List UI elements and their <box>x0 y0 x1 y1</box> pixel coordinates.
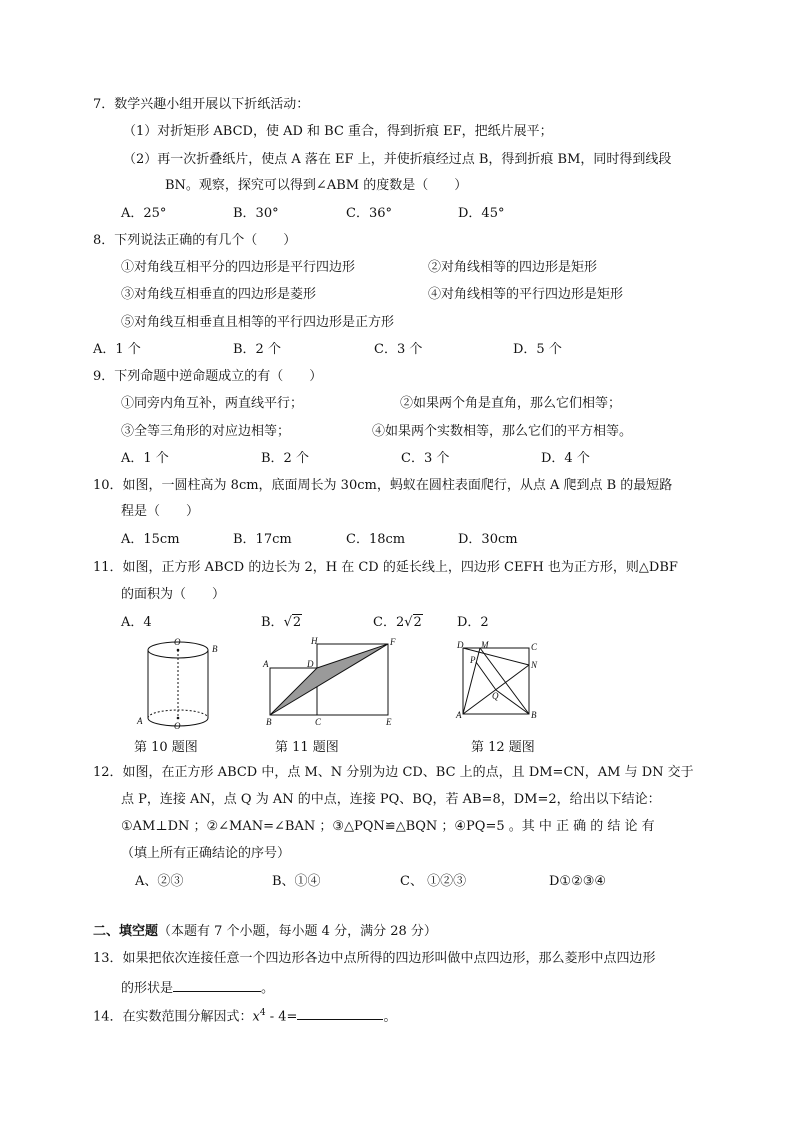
q8-option-b: B．2 个 <box>233 342 281 357</box>
label-b: B <box>212 644 218 654</box>
label-q: Q <box>492 691 499 701</box>
q9-statement-4: ④如果两个实数相等，那么它们的平方相等。 <box>372 424 633 439</box>
q9-option-b: B．2 个 <box>261 451 309 466</box>
q7-option-d: D．45° <box>458 206 505 221</box>
q14-prefix: 14．在实数范围分解因式： <box>93 1009 253 1025</box>
q10-option-d: D．30cm <box>458 532 518 547</box>
q10-line2: 程是（ ） <box>121 504 200 519</box>
q11-option-c-radicand: 2 <box>413 615 422 630</box>
segment-bm <box>480 648 529 714</box>
q9-statement-1: ①同旁内角互补，两直线平行； <box>121 396 304 411</box>
label-e: E <box>386 717 392 727</box>
label-o-bottom: O <box>174 721 181 731</box>
q12-option-d: D①②③④ <box>549 874 607 889</box>
section-2-header <box>93 923 437 941</box>
q7-step1: （1）对折矩形 ABCD，使 AD 和 BC 重合，得到折痕 EF，把纸片展平； <box>123 124 553 139</box>
point-bottom-center <box>177 717 180 720</box>
label-c: C <box>531 642 538 652</box>
q12-line1: 12．如图，在正方形 ABCD 中，点 M、N 分别为边 CD、BC 上的点，且 DM=CN，AM 与 DN 交于 <box>93 765 694 780</box>
q14-suffix: 。 <box>383 1009 397 1025</box>
section-2-title: 二、填空题 <box>93 924 159 939</box>
label-d: D <box>457 640 464 650</box>
q11-option-c-prefix: C． <box>373 615 396 630</box>
label-a: A <box>263 659 269 669</box>
q7-step2-line2: BN。观察，探究可以得到∠ABM 的度数是（ ） <box>165 178 468 193</box>
label-h: H <box>311 636 318 646</box>
label-c: C <box>315 717 322 727</box>
q11-option-c <box>373 614 423 632</box>
shaded-triangle-dbf <box>270 644 388 715</box>
q14-line <box>93 1004 396 1026</box>
label-b: B <box>531 710 537 720</box>
q14-variable: x <box>252 1009 260 1025</box>
figure-11-caption: 第 11 题图 <box>275 740 339 755</box>
q8-stem: 8．下列说法正确的有几个（ ） <box>93 233 297 248</box>
q10-option-b: B．17cm <box>233 532 292 547</box>
figure-11-squares <box>262 636 404 728</box>
figure-12-square <box>455 640 545 724</box>
q8-statement-5: ⑤对角线互相垂直且相等的平行四边形是正方形 <box>121 315 395 330</box>
q12-line3: ①AM⊥DN ；②∠MAN=∠BAN ；③△PQN≌△BQN ；④PQ=5 。其 中 正 确 的 结 论 有 <box>121 819 655 834</box>
q8-statement-3: ③对角线互相垂直的四边形是菱形 <box>121 287 317 302</box>
label-f: F <box>390 637 396 647</box>
q10-option-c: C．18cm <box>346 532 406 547</box>
q13-line2-suffix: 。 <box>261 981 275 996</box>
q9-statement-2: ②如果两个角是直角，那么它们相等； <box>400 396 622 411</box>
q12-option-c: C、 ①②③ <box>400 874 467 889</box>
label-n: N <box>531 660 538 670</box>
q13-answer-blank[interactable] <box>173 977 261 992</box>
q8-statement-1: ①对角线互相平分的四边形是平行四边形 <box>121 260 356 275</box>
q8-option-c: C．3 个 <box>374 342 423 357</box>
sqrt-symbol: √2 <box>404 615 422 630</box>
segment-bq <box>496 690 529 714</box>
q11-option-b-radicand: 2 <box>292 615 302 630</box>
q11-option-a: A．4 <box>121 615 152 630</box>
label-a: A <box>137 716 143 726</box>
figure-10-cylinder <box>132 636 228 732</box>
label-b: B <box>266 717 272 727</box>
q12-option-b: B、①④ <box>272 874 321 889</box>
q11-line1: 11．如图，正方形 ABCD 的边长为 2，H 在 CD 的延长线上，四边形 CEFH 也为正方形，则△DBF <box>93 560 678 575</box>
point-top-center <box>177 649 180 652</box>
q14-answer-blank[interactable] <box>297 1005 383 1020</box>
q13-line2 <box>121 977 274 998</box>
q8-option-a: A．1 个 <box>93 342 141 357</box>
q9-option-d: D．4 个 <box>541 451 590 466</box>
q11-option-d: D．2 <box>457 615 489 630</box>
q11-option-b-prefix: B． <box>261 615 284 630</box>
section-2-note: （本题有 7 个小题，每小题 4 分，满分 28 分） <box>158 924 437 939</box>
q7-option-a: A．25° <box>121 206 167 221</box>
q8-statement-2: ②对角线相等的四边形是矩形 <box>428 260 598 275</box>
q14-exponent: 4 <box>259 1008 266 1018</box>
q11-line2: 的面积为（ ） <box>121 587 226 602</box>
q10-option-a: A．15cm <box>121 532 180 547</box>
label-o-top: O <box>174 637 181 647</box>
figure-12-caption: 第 12 题图 <box>471 740 535 755</box>
q14-expr-rest: - 4= <box>265 1009 298 1025</box>
q13-line2-prefix: 的形状是 <box>121 981 174 996</box>
label-d: D <box>307 659 314 669</box>
label-p: P <box>470 655 476 665</box>
q8-option-d: D．5 个 <box>513 342 562 357</box>
q9-statement-3: ③全等三角形的对应边相等； <box>121 424 291 439</box>
sqrt-symbol: √2 <box>283 615 302 630</box>
q12-option-a: A、②③ <box>135 874 184 889</box>
figure-10-caption: 第 10 题图 <box>134 740 198 755</box>
q7-option-c: C．36° <box>346 206 392 221</box>
q11-option-c-coef: 2 <box>395 615 405 630</box>
label-a: A <box>456 710 462 720</box>
q13-line1: 13．如果把依次连接任意一个四边形各边中点所得的四边形叫做中点四边形，那么菱形中点四边形 <box>93 951 656 966</box>
q10-line1: 10．如图，一圆柱高为 8cm，底面周长为 30cm，蚂蚁在圆柱表面爬行，从点 A 爬到点 B 的最短路 <box>93 478 673 493</box>
q12-line4: （填上所有正确结论的序号） <box>121 846 291 861</box>
q7-option-b: B．30° <box>233 206 279 221</box>
q7-step2-line1: （2）再一次折叠纸片，使点 A 落在 EF 上，并使折痕经过点 B，得到折痕 BM，同时得到线段 <box>123 152 672 167</box>
q11-option-b <box>261 614 302 632</box>
q9-stem: 9．下列命题中逆命题成立的有（ ） <box>93 369 323 384</box>
label-m: M <box>481 640 489 650</box>
q12-line2: 点 P，连接 AN，点 Q 为 AN 的中点，连接 PQ、BQ，若 AB=8，DM=2，给出以下结论： <box>121 792 661 807</box>
q7-stem: 7．数学兴趣小组开展以下折纸活动： <box>93 97 310 112</box>
q9-option-c: C．3 个 <box>401 451 450 466</box>
q8-statement-4: ④对角线相等的平行四边形是矩形 <box>428 287 624 302</box>
q9-option-a: A．1 个 <box>121 451 169 466</box>
